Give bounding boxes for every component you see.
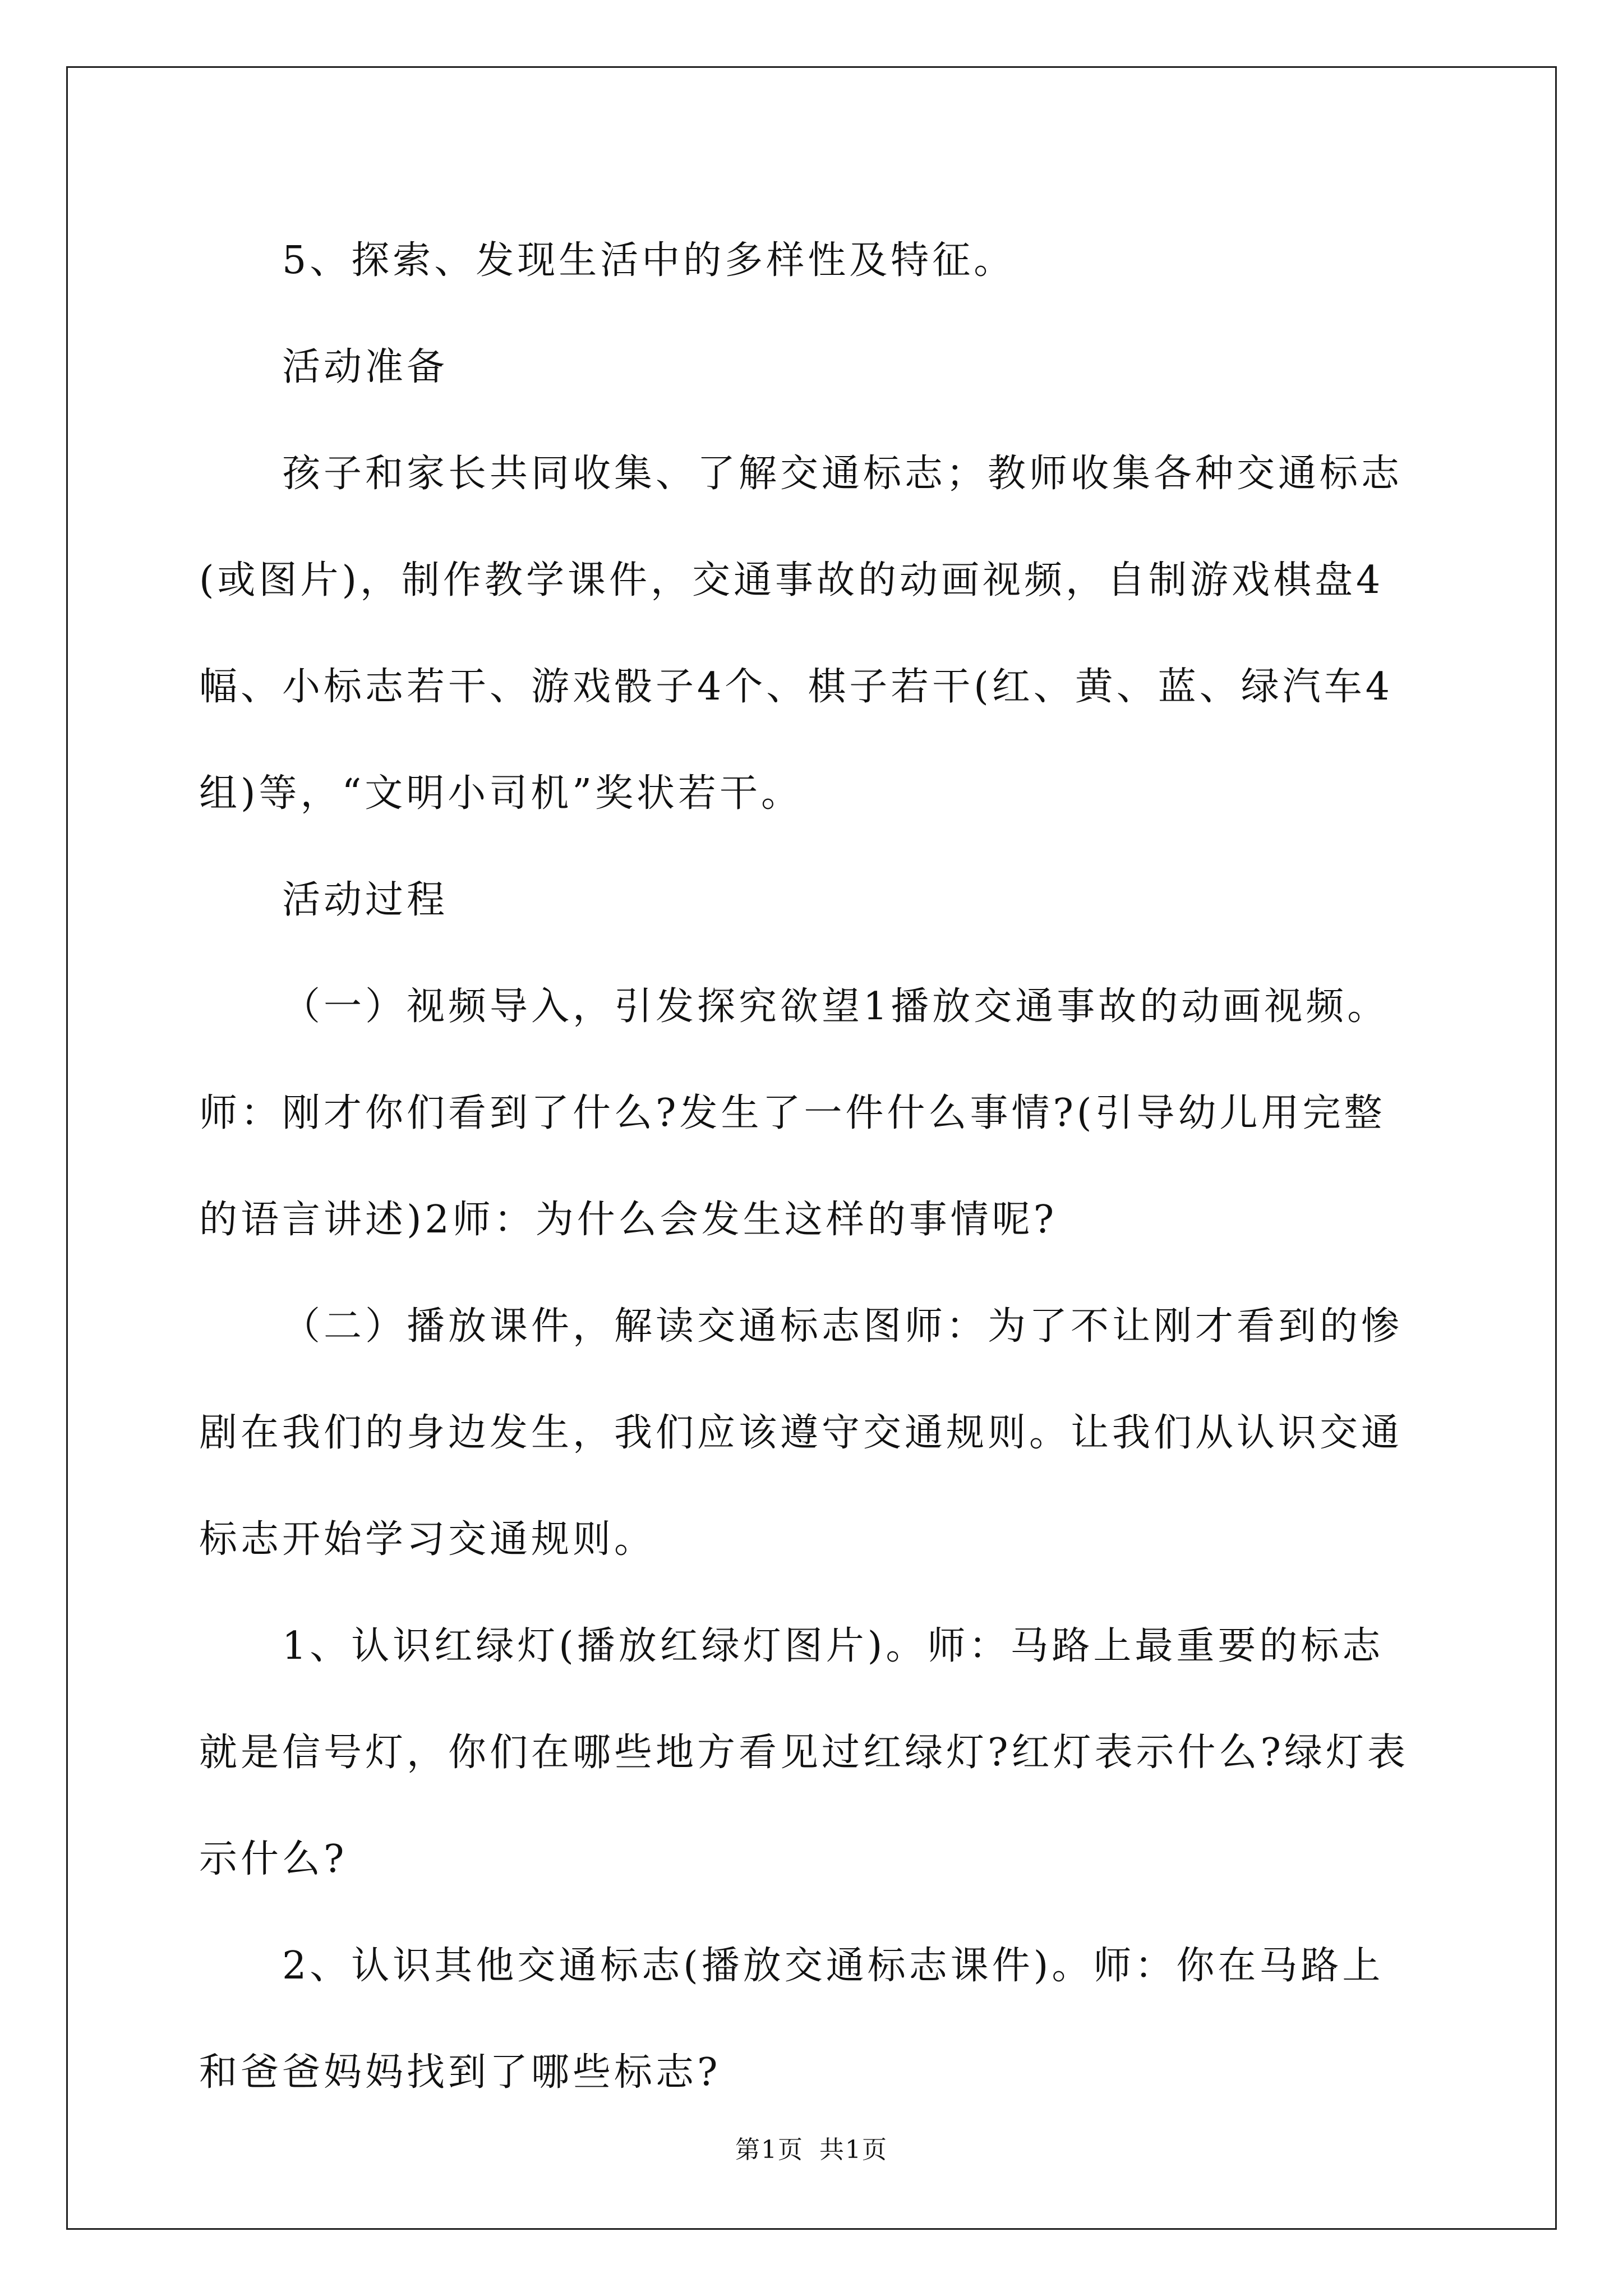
paragraph-preparation: 孩子和家长共同收集、了解交通标志；教师收集各种交通标志(或图片)，制作教学课件，交通事故的动画视频，自制游戏棋盘4幅、小标志若干、游戏骰子4个、棋子若干(红、黄、蓝、绿汽车4组)等，“文明小司机”奖状若干。 [199, 452, 1403, 816]
page-footer [0, 2129, 1623, 2165]
paragraph-step-2: （二）播放课件，解读交通标志图师：为了不让刚才看到的惨剧在我们的身边发生，我们应该遵守交通规则。让我们从认识交通标志开始学习交通规则。 [199, 1304, 1403, 1562]
document-body [199, 208, 1424, 2126]
section-heading-process: 活动过程 [282, 878, 449, 922]
paragraph-traffic-light: 1、认识红绿灯(播放红绿灯图片)。师：马路上最重要的标志就是信号灯，你们在哪些地方看见过红绿灯?红灯表示什么?绿灯表示什么? [199, 1624, 1409, 1881]
page-total: 共1页 [819, 2136, 888, 2164]
section-heading-preparation: 活动准备 [282, 345, 449, 389]
paragraph-item-5: 5、探索、发现生活中的多样性及特征。 [282, 238, 1016, 283]
paragraph-step-1: （一）视频导入，引发探究欲望1播放交通事故的动画视频。师：刚才你们看到了什么?发生了一件什么事情?(引导幼儿用完整的语言讲述)2师：为什么会发生这样的事情呢? [199, 984, 1389, 1242]
page-number: 第1页 [735, 2136, 804, 2164]
paragraph-other-signs: 2、认识其他交通标志(播放交通标志课件)。师：你在马路上和爸爸妈妈找到了哪些标志? [199, 1944, 1384, 2095]
